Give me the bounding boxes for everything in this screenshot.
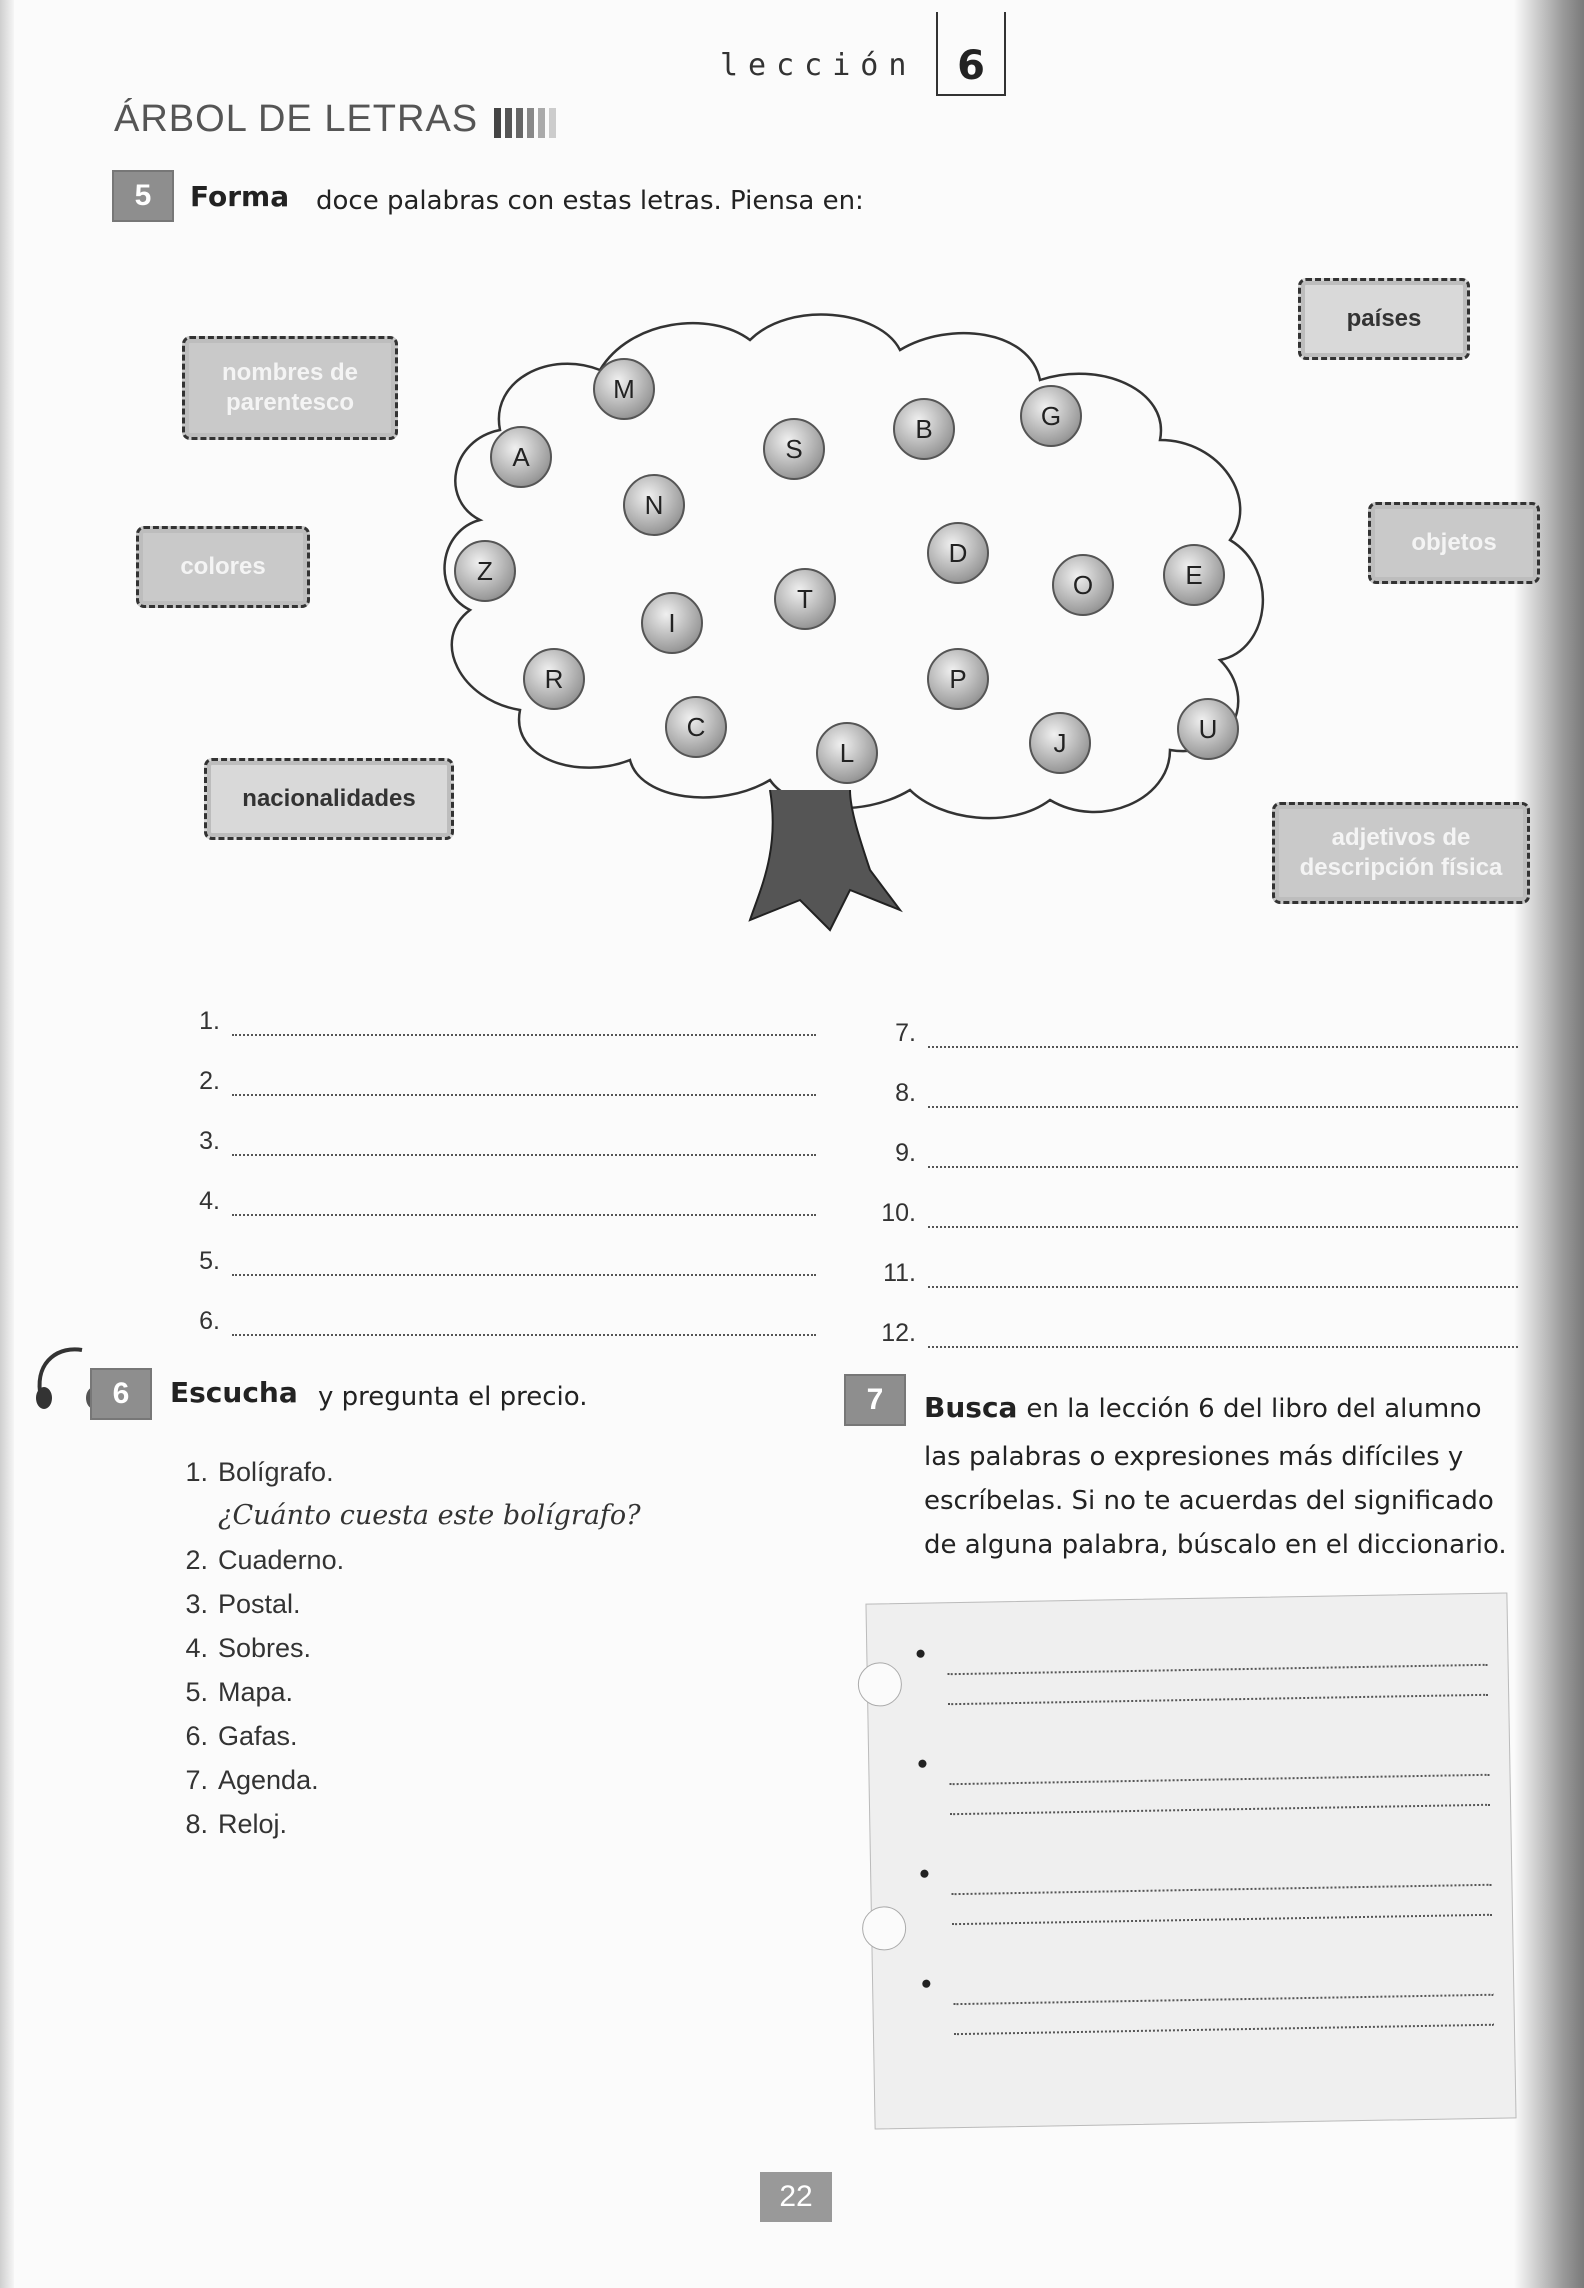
exercise-5-keyword: Forma <box>190 180 290 213</box>
list-item: 2. Cuaderno. <box>185 1545 345 1575</box>
list-item: 7. Agenda. <box>185 1765 319 1795</box>
leccion-label: lección <box>720 48 917 83</box>
letter-ball: G <box>1020 385 1082 447</box>
list-item: 1. Bolígrafo. <box>185 1457 334 1487</box>
list-item: 6. Gafas. <box>185 1721 298 1751</box>
list-item: 4. Sobres. <box>185 1633 312 1663</box>
letter-ball: Z <box>454 540 516 602</box>
page-number: 22 <box>760 2172 832 2222</box>
title-bars-decoration <box>494 108 556 138</box>
list-item: 3. Postal. <box>185 1589 301 1619</box>
page-binding-edge <box>0 0 14 2288</box>
page-curl-shadow <box>1514 0 1584 2288</box>
category-tag-paises: países <box>1298 278 1470 360</box>
letter-ball: U <box>1177 698 1239 760</box>
exercise-7-line-4: de alguna palabra, búscalo en el diccionario. <box>924 1530 1507 1560</box>
notebook-writing-area <box>865 1592 1516 2129</box>
letter-ball: B <box>893 398 955 460</box>
letter-ball: O <box>1052 554 1114 616</box>
letter-ball: A <box>490 426 552 488</box>
example-answer: ¿Cuánto cuesta este bolígrafo? <box>218 1500 641 1531</box>
exercise-6-number: 6 <box>90 1368 152 1420</box>
exercise-7-line-2: las palabras o expresiones más difíciles y <box>924 1442 1464 1472</box>
notebook-bullet-line[interactable]: • <box>953 1966 1494 2035</box>
letter-ball: L <box>816 722 878 784</box>
lesson-number: 6 <box>936 12 1006 96</box>
exercise-7-keyword: Busca <box>924 1391 1018 1424</box>
exercise-7-number: 7 <box>844 1374 906 1426</box>
answer-line-10[interactable]: 10. <box>876 1168 1518 1228</box>
notebook-bullet-line[interactable]: • <box>947 1636 1488 1705</box>
letter-ball: S <box>763 418 825 480</box>
tree-illustration <box>380 290 1330 950</box>
notebook-ring-hole <box>857 1662 902 1707</box>
letter-ball: E <box>1163 544 1225 606</box>
answer-line-8[interactable]: 8. <box>876 1048 1518 1108</box>
category-tag-colores: colores <box>136 526 310 608</box>
answer-line-3[interactable]: 3. <box>180 1096 816 1156</box>
section-title: ÁRBOL DE LETRAS <box>114 98 479 140</box>
letter-ball: N <box>623 474 685 536</box>
answer-line-1[interactable]: 1. <box>180 976 816 1036</box>
answer-line-6[interactable]: 6. <box>180 1276 816 1336</box>
exercise-7-instruction-block <box>924 1386 1524 1567</box>
list-item: 8. Reloj. <box>185 1809 288 1839</box>
answer-line-12[interactable]: 12. <box>876 1288 1518 1348</box>
answer-line-9[interactable]: 9. <box>876 1108 1518 1168</box>
answer-list-right <box>876 988 1518 1348</box>
category-tag-adjetivos: adjetivos de descripción física <box>1272 802 1530 904</box>
answer-line-2[interactable]: 2. <box>180 1036 816 1096</box>
answer-line-7[interactable]: 7. <box>876 988 1518 1048</box>
tree-trunk <box>750 790 900 930</box>
category-tag-parentesco: nombres de parentesco <box>182 336 398 440</box>
answer-line-11[interactable]: 11. <box>876 1228 1518 1288</box>
exercise-7-line-3: escríbelas. Si no te acuerdas del significado <box>924 1486 1494 1516</box>
exercise-5-number: 5 <box>112 170 174 222</box>
exercise-5-instruction: doce palabras con estas letras. Piensa en: <box>316 186 864 216</box>
notebook-bullet-line[interactable]: • <box>949 1746 1490 1815</box>
category-tag-objetos: objetos <box>1368 502 1540 584</box>
notebook-bullet-line[interactable]: • <box>951 1856 1492 1925</box>
letter-ball: R <box>523 648 585 710</box>
letter-ball: I <box>641 592 703 654</box>
list-item: 5. Mapa. <box>185 1677 294 1707</box>
notebook-ring-hole <box>862 1906 907 1951</box>
letter-ball: C <box>665 696 727 758</box>
answer-line-4[interactable]: 4. <box>180 1156 816 1216</box>
exercise-7-line-1: en la lección 6 del libro del alumno <box>1026 1394 1482 1424</box>
letter-ball: J <box>1029 712 1091 774</box>
letter-ball: P <box>927 648 989 710</box>
letter-ball: T <box>774 568 836 630</box>
answer-line-5[interactable]: 5. <box>180 1216 816 1276</box>
answer-list-left <box>180 976 816 1336</box>
letter-ball: M <box>593 358 655 420</box>
category-tag-nacionalidades: nacionalidades <box>204 758 454 840</box>
letter-ball: D <box>927 522 989 584</box>
exercise-6-instruction: y pregunta el precio. <box>318 1382 588 1412</box>
exercise-6-keyword: Escucha <box>170 1376 298 1409</box>
exercise-6-items <box>160 1450 641 1846</box>
